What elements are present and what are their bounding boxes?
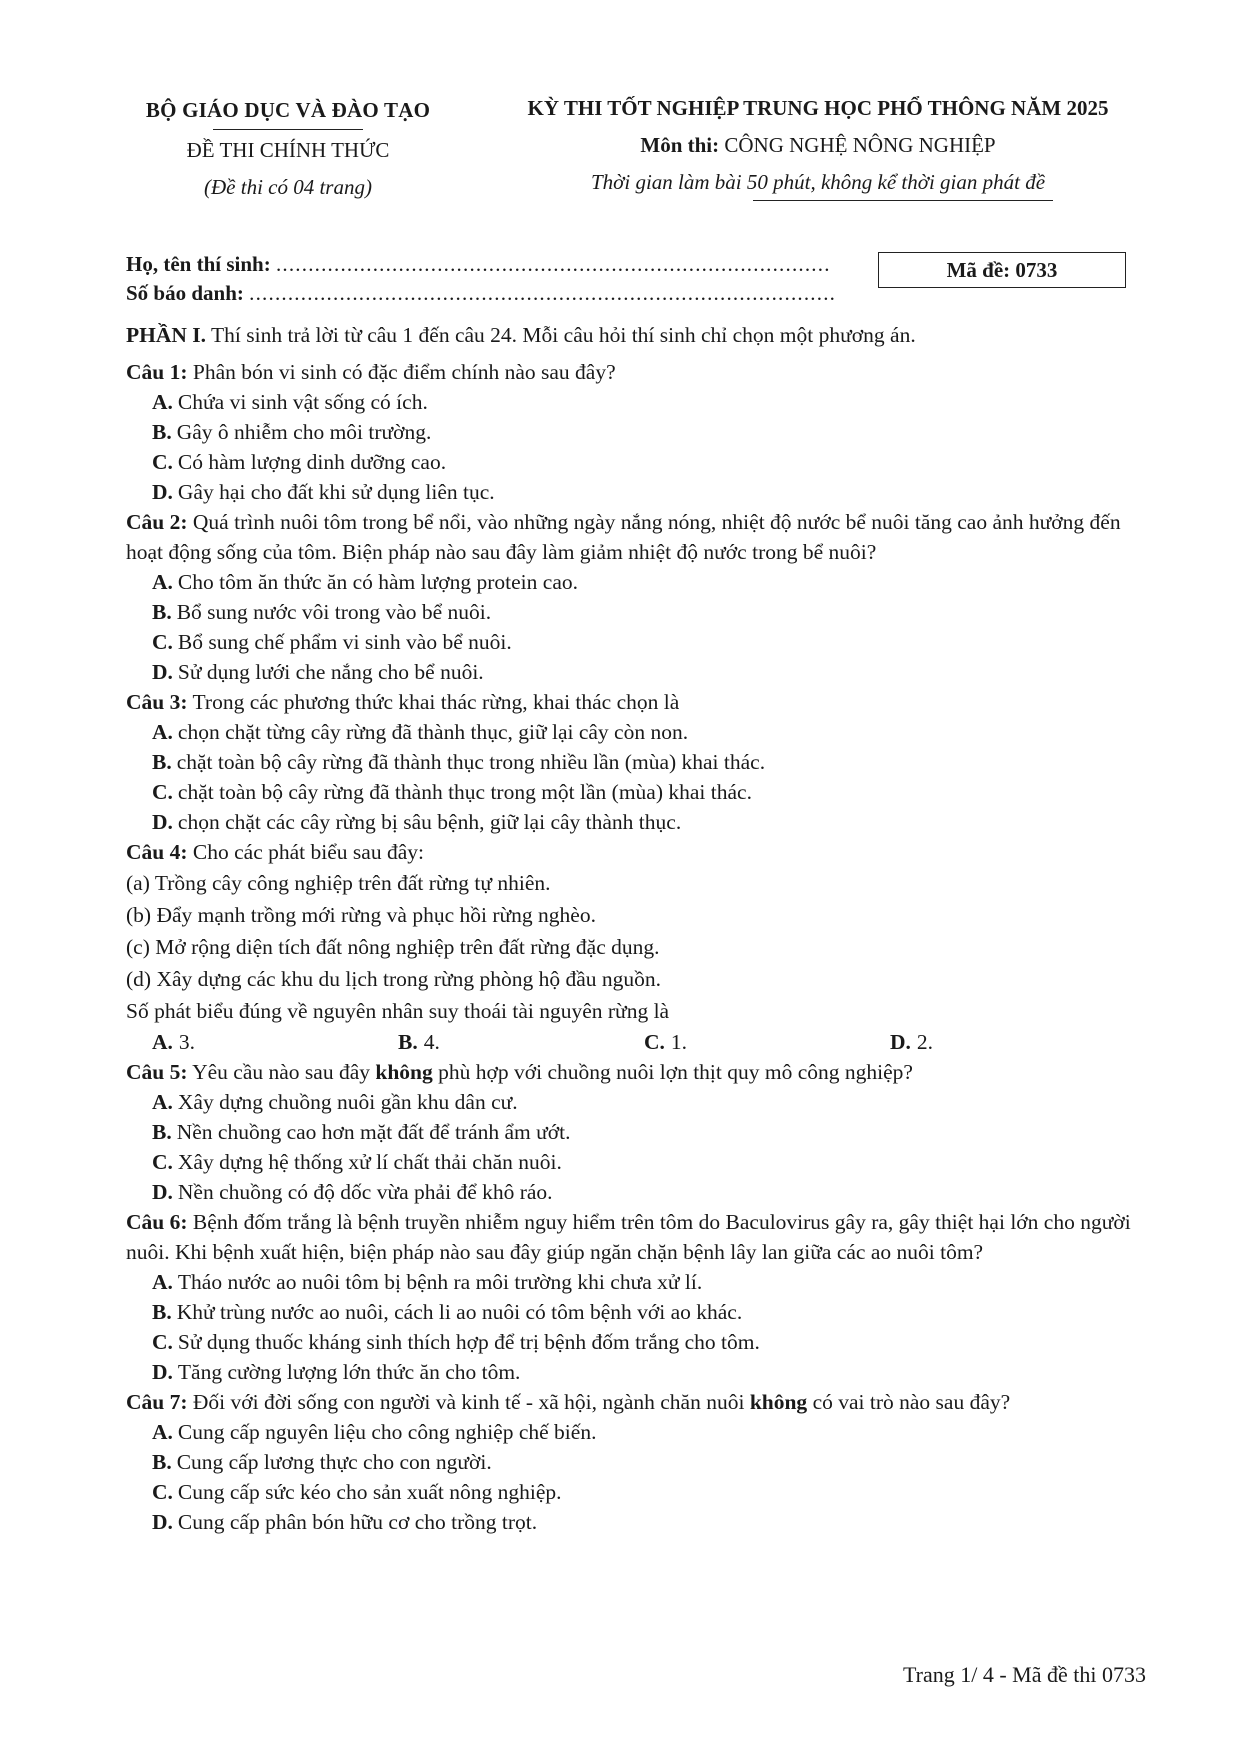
option-text: chọn chặt từng cây rừng đã thành thục, giữ lại cây còn non. bbox=[177, 720, 689, 744]
header-left bbox=[118, 98, 458, 200]
official-label: ĐỀ THI CHÍNH THỨC bbox=[186, 138, 390, 162]
emphasis-not: không bbox=[375, 1060, 433, 1084]
part-heading bbox=[126, 320, 1136, 350]
option-letter: C. bbox=[152, 1480, 173, 1504]
answer-option-d[interactable] bbox=[126, 477, 1136, 507]
option-text: Sử dụng lưới che nắng cho bể nuôi. bbox=[177, 660, 484, 684]
option-letter: A. bbox=[152, 1270, 173, 1294]
question-5 bbox=[126, 1057, 1136, 1207]
option-text: 2. bbox=[916, 1030, 934, 1054]
question-stem bbox=[126, 507, 1136, 567]
candidate-id-label: Số báo danh: bbox=[126, 281, 244, 305]
option-text: 4. bbox=[423, 1030, 440, 1054]
exam-code-box bbox=[878, 252, 1126, 288]
option-text: chặt toàn bộ cây rừng đã thành thục trong nhiều lần (mùa) khai thác. bbox=[176, 750, 766, 774]
question-1 bbox=[126, 357, 1136, 507]
option-letter: D. bbox=[152, 1360, 173, 1384]
question-3 bbox=[126, 687, 1136, 837]
option-letter: A. bbox=[152, 1030, 173, 1054]
ministry-underline bbox=[213, 129, 363, 130]
option-letter: B. bbox=[152, 750, 172, 774]
candidate-info bbox=[126, 250, 836, 308]
question-text-end: có vai trò nào sau đây? bbox=[812, 1390, 1011, 1414]
answer-option-c[interactable] bbox=[126, 627, 1136, 657]
question-stem bbox=[126, 837, 1136, 867]
header-right bbox=[488, 96, 1148, 201]
option-text: Cung cấp nguyên liệu cho công nghiệp chế biến. bbox=[177, 1420, 597, 1444]
option-letter: A. bbox=[152, 1420, 173, 1444]
option-text: Nền chuồng có độ dốc vừa phải để khô ráo. bbox=[177, 1180, 553, 1204]
statement-c: (c) Mở rộng diện tích đất nông nghiệp trên đất rừng đặc dụng. bbox=[126, 935, 660, 959]
question-2 bbox=[126, 507, 1136, 687]
option-text: Cung cấp lương thực cho con người. bbox=[176, 1450, 492, 1474]
option-letter: B. bbox=[152, 1300, 172, 1324]
answer-option-a[interactable] bbox=[126, 1087, 1136, 1117]
option-text: Gây ô nhiễm cho môi trường. bbox=[176, 420, 432, 444]
answer-option-a[interactable] bbox=[126, 567, 1136, 597]
option-letter: C. bbox=[152, 780, 173, 804]
option-text: Xây dựng hệ thống xử lí chất thải chăn nuôi. bbox=[177, 1150, 562, 1174]
candidate-name-field[interactable]: ...................................................................................... bbox=[275, 252, 831, 276]
question-label: Câu 6: bbox=[126, 1210, 188, 1234]
answer-option-d[interactable] bbox=[126, 1357, 1136, 1387]
page-count-note: (Đề thi có 04 trang) bbox=[204, 175, 372, 199]
option-letter: B. bbox=[152, 1450, 172, 1474]
answer-option-b[interactable] bbox=[126, 747, 1136, 777]
question-label: Câu 7: bbox=[126, 1390, 188, 1414]
option-letter: B. bbox=[152, 420, 172, 444]
option-text: Tăng cường lượng lớn thức ăn cho tôm. bbox=[177, 1360, 521, 1384]
candidate-name-row bbox=[126, 250, 836, 279]
option-letter: D. bbox=[152, 480, 173, 504]
option-text: Xây dựng chuồng nuôi gần khu dân cư. bbox=[177, 1090, 518, 1114]
option-text: Cho tôm ăn thức ăn có hàm lượng protein cao. bbox=[177, 570, 578, 594]
option-text: 3. bbox=[178, 1030, 196, 1054]
emphasis-not: không bbox=[749, 1390, 808, 1414]
answer-option-c[interactable] bbox=[644, 1027, 890, 1057]
answer-option-d[interactable] bbox=[126, 807, 1136, 837]
question-stem bbox=[126, 1207, 1136, 1267]
option-text: Gây hại cho đất khi sử dụng liên tục. bbox=[177, 480, 495, 504]
candidate-id-row bbox=[126, 279, 836, 308]
answer-option-d[interactable] bbox=[126, 1507, 1136, 1537]
part-instructions: Thí sinh trả lời từ câu 1 đến câu 24. Mỗi câu hỏi thí sinh chỉ chọn một phương án. bbox=[211, 323, 916, 347]
question-text-start: Đối với đời sống con người và kinh tế - xã hội, ngành chăn nuôi bbox=[192, 1390, 745, 1414]
option-letter: B. bbox=[152, 600, 172, 624]
question-label: Câu 1: bbox=[126, 360, 188, 384]
answer-option-a[interactable] bbox=[126, 1267, 1136, 1297]
option-letter: B. bbox=[152, 1120, 172, 1144]
question-text: Cho các phát biểu sau đây: bbox=[192, 840, 424, 864]
option-letter: C. bbox=[644, 1030, 665, 1054]
question-stem bbox=[126, 687, 1136, 717]
option-letter: A. bbox=[152, 720, 173, 744]
option-text: Khử trùng nước ao nuôi, cách li ao nuôi có tôm bệnh với ao khác. bbox=[176, 1300, 743, 1324]
option-text: 1. bbox=[670, 1030, 688, 1054]
exam-code-label: Mã đề: bbox=[946, 257, 1011, 282]
time-underline bbox=[753, 200, 1053, 201]
answer-option-b[interactable] bbox=[126, 1447, 1136, 1477]
option-letter: C. bbox=[152, 630, 173, 654]
answer-option-a[interactable] bbox=[126, 717, 1136, 747]
option-text: Bổ sung chế phẩm vi sinh vào bể nuôi. bbox=[177, 630, 512, 654]
option-letter: B. bbox=[398, 1030, 418, 1054]
answer-option-a[interactable] bbox=[126, 1417, 1136, 1447]
question-text-start: Yêu cầu nào sau đây bbox=[192, 1060, 371, 1084]
answer-option-b[interactable] bbox=[126, 1117, 1136, 1147]
answer-option-d[interactable] bbox=[890, 1027, 1136, 1057]
option-letter: C. bbox=[152, 450, 173, 474]
question-text: Phân bón vi sinh có đặc điểm chính nào sau đây? bbox=[192, 360, 616, 384]
option-letter: A. bbox=[152, 570, 173, 594]
question-text: Quá trình nuôi tôm trong bể nổi, vào những ngày nắng nóng, nhiệt độ nước bể nuôi tăng cao ảnh hưởng đến hoạt động sống của tôm. Biện pháp nào sau đây làm giảm nhiệt độ nước trong bể nuôi? bbox=[126, 510, 1121, 564]
option-text: Sử dụng thuốc kháng sinh thích hợp để trị bệnh đốm trắng cho tôm. bbox=[177, 1330, 760, 1354]
answer-option-d[interactable] bbox=[126, 657, 1136, 687]
exam-code-value: 0733 bbox=[1015, 257, 1058, 282]
option-letter: D. bbox=[152, 660, 173, 684]
page-footer: Trang 1/ 4 - Mã đề thi 0733 bbox=[902, 1662, 1146, 1687]
question-7 bbox=[126, 1387, 1136, 1537]
answer-option-c[interactable] bbox=[126, 447, 1136, 477]
question-stem bbox=[126, 1057, 1136, 1087]
option-letter: C. bbox=[152, 1150, 173, 1174]
question-4 bbox=[126, 837, 1136, 1057]
subject-value: CÔNG NGHỆ NÔNG NGHIỆP bbox=[724, 133, 996, 157]
option-letter: D. bbox=[890, 1030, 911, 1054]
answer-option-b[interactable] bbox=[126, 1297, 1136, 1327]
answer-options-row bbox=[126, 1027, 1136, 1057]
subject-line bbox=[488, 133, 1148, 158]
exam-title: KỲ THI TỐT NGHIỆP TRUNG HỌC PHỔ THÔNG NĂM 2025 bbox=[527, 96, 1109, 120]
option-text: Tháo nước ao nuôi tôm bị bệnh ra môi trường khi chưa xử lí. bbox=[177, 1270, 703, 1294]
option-text: Nền chuồng cao hơn mặt đất để tránh ẩm ướt. bbox=[176, 1120, 571, 1144]
answer-option-a[interactable] bbox=[152, 1027, 398, 1057]
option-letter: D. bbox=[152, 1510, 173, 1534]
option-text: Chứa vi sinh vật sống có ích. bbox=[177, 390, 428, 414]
question-stem bbox=[126, 357, 1136, 387]
answer-option-a[interactable] bbox=[126, 387, 1136, 417]
answer-option-b[interactable] bbox=[126, 597, 1136, 627]
answer-option-d[interactable] bbox=[126, 1177, 1136, 1207]
statement-a: (a) Trồng cây công nghiệp trên đất rừng tự nhiên. bbox=[126, 871, 551, 895]
answer-option-c[interactable] bbox=[126, 777, 1136, 807]
question-text: Trong các phương thức khai thác rừng, khai thác chọn là bbox=[192, 690, 680, 714]
candidate-name-label: Họ, tên thí sinh: bbox=[126, 252, 271, 276]
question-prompt: Số phát biểu đúng về nguyên nhân suy thoái tài nguyên rừng là bbox=[126, 999, 670, 1023]
question-stem bbox=[126, 1387, 1136, 1417]
option-letter: A. bbox=[152, 1090, 173, 1114]
question-label: Câu 4: bbox=[126, 840, 188, 864]
option-text: chặt toàn bộ cây rừng đã thành thục trong một lần (mùa) khai thác. bbox=[177, 780, 752, 804]
subject-label: Môn thi: bbox=[640, 133, 720, 157]
question-label: Câu 5: bbox=[126, 1060, 188, 1084]
question-label: Câu 2: bbox=[126, 510, 188, 534]
option-letter: D. bbox=[152, 1180, 173, 1204]
candidate-id-field[interactable]: ........................................................................................... bbox=[249, 281, 837, 305]
answer-option-b[interactable] bbox=[126, 417, 1136, 447]
question-text-end: phù hợp với chuồng nuôi lợn thịt quy mô công nghiệp? bbox=[438, 1060, 913, 1084]
part-label: PHẦN I. bbox=[126, 323, 207, 347]
answer-option-b[interactable] bbox=[398, 1027, 644, 1057]
option-text: Có hàm lượng dinh dưỡng cao. bbox=[177, 450, 447, 474]
option-letter: A. bbox=[152, 390, 173, 414]
question-text: Bệnh đốm trắng là bệnh truyền nhiễm nguy hiểm trên tôm do Baculovirus gây ra, gây thiệt hại lớn cho người nuôi. Khi bệnh xuất hiện, biện pháp nào sau đây giúp ngăn chặn bệnh lây lan giữa các ao nuôi tôm? bbox=[126, 1210, 1131, 1264]
question-label: Câu 3: bbox=[126, 690, 188, 714]
option-letter: C. bbox=[152, 1330, 173, 1354]
option-text: Bổ sung nước vôi trong vào bể nuôi. bbox=[176, 600, 492, 624]
statement-b: (b) Đẩy mạnh trồng mới rừng và phục hồi rừng nghèo. bbox=[126, 903, 596, 927]
answer-option-c[interactable] bbox=[126, 1477, 1136, 1507]
exam-content bbox=[126, 320, 1136, 1537]
option-text: chọn chặt các cây rừng bị sâu bệnh, giữ lại cây thành thục. bbox=[177, 810, 682, 834]
answer-option-c[interactable] bbox=[126, 1147, 1136, 1177]
option-letter: D. bbox=[152, 810, 173, 834]
ministry-name: BỘ GIÁO DỤC VÀ ĐÀO TẠO bbox=[145, 98, 431, 122]
option-text: Cung cấp phân bón hữu cơ cho trồng trọt. bbox=[177, 1510, 538, 1534]
time-note: Thời gian làm bài 50 phút, không kể thời gian phát đề bbox=[590, 170, 1046, 194]
option-text: Cung cấp sức kéo cho sản xuất nông nghiệp. bbox=[177, 1480, 562, 1504]
statement-d: (d) Xây dựng các khu du lịch trong rừng phòng hộ đầu nguồn. bbox=[126, 967, 662, 991]
answer-option-c[interactable] bbox=[126, 1327, 1136, 1357]
question-6 bbox=[126, 1207, 1136, 1387]
